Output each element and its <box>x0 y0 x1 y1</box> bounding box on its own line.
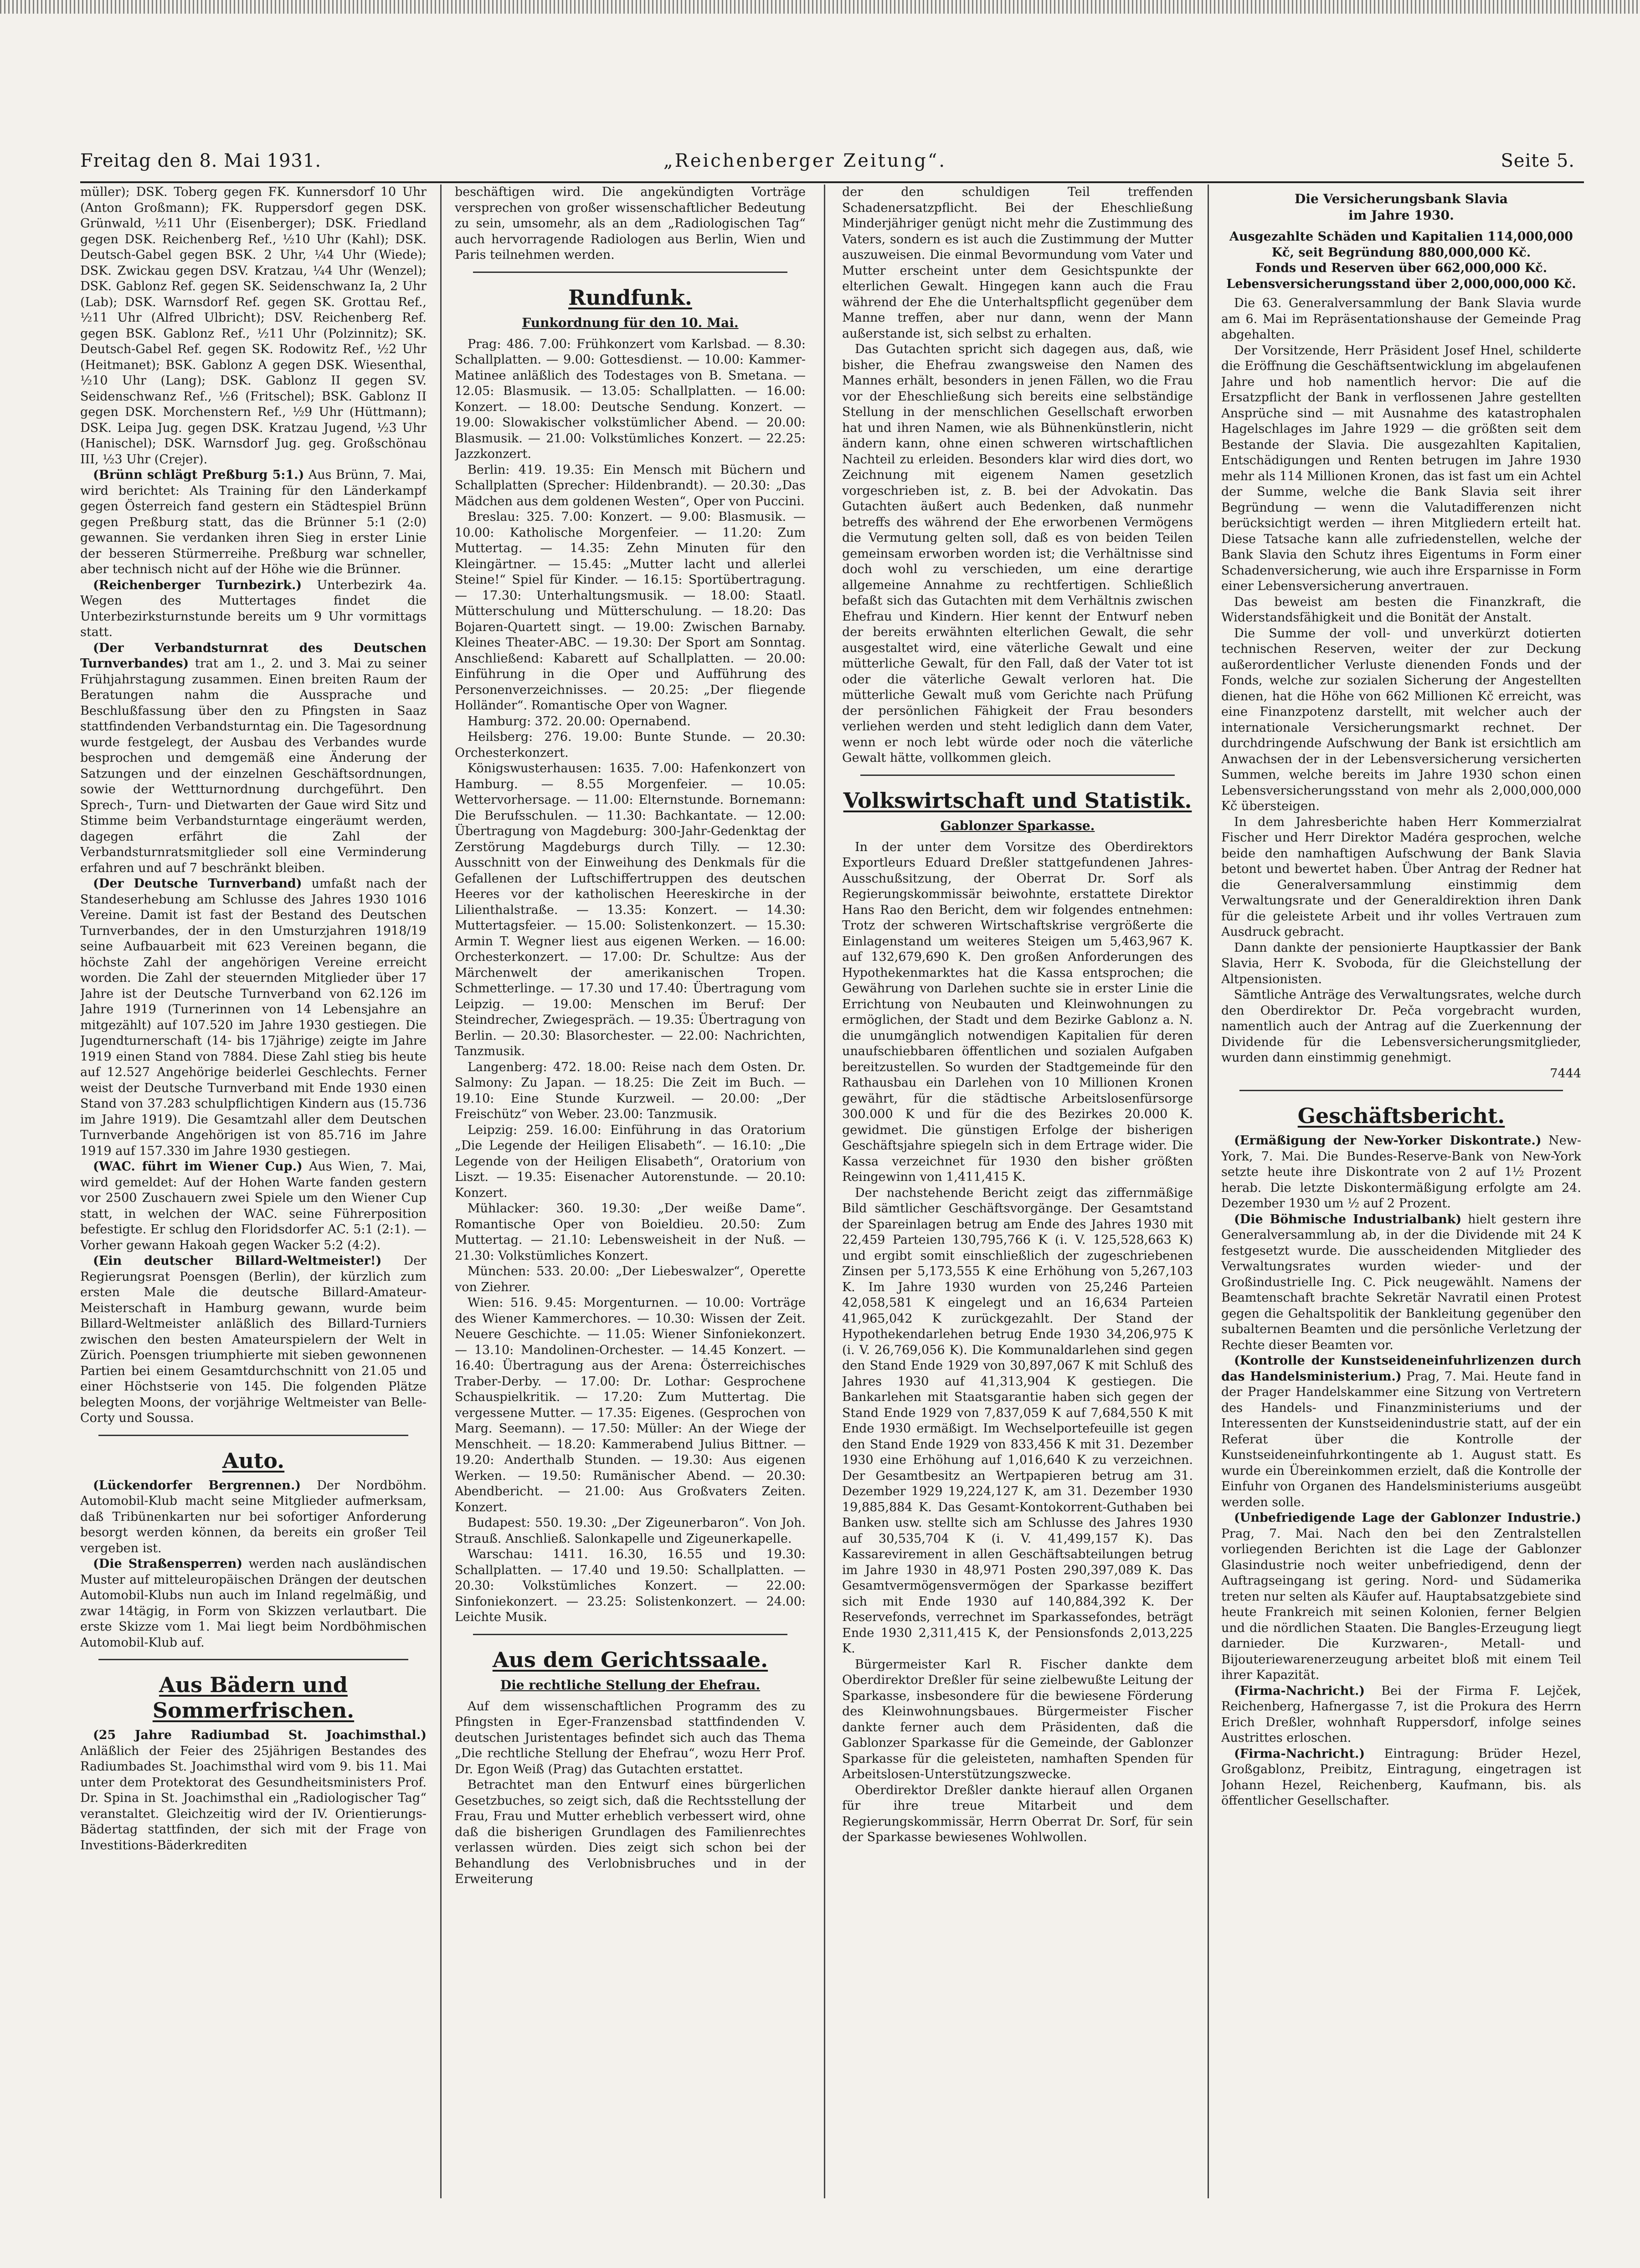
page-header <box>80 150 1575 178</box>
article-lead: (Ermäßigung der New-Yorker Diskontrate.) <box>1234 1134 1542 1148</box>
section-title-auto: Auto. <box>222 1448 285 1473</box>
article-continuation: beschäftigen wird. Die angekündigten Vorträge versprechen von großer wissenschaftlicher Bedeutung zu sein, umsomehr, als an dem „Radiologischen Tag“ auch hervorragende Radiologen aus Berlin, Wien und Paris teilnehmen werden. <box>455 185 806 262</box>
slavia-title-line1: Die Versicherungsbank Slavia <box>1295 191 1508 206</box>
column-rule <box>440 185 442 2198</box>
article-body: New-York, 7. Mai. Die Bundes-Reserve-Bank von New-York setzte heute ihre Diskontrate von 2 auf 1½ Prozent herab. Die letzte Diskontermäßigung erfolgte am 24. Dezember 1930 um ½ auf 2 Prozent. <box>1221 1134 1581 1211</box>
subtitle-funkordnung: Funkordnung für den 10. Mai. <box>522 315 739 330</box>
subtitle-ehefrau: Die rechtliche Stellung der Ehefrau. <box>500 1677 761 1693</box>
article-lead: (Reichenberger Turnbezirk.) <box>93 578 302 592</box>
section-title-rundfunk: Rundfunk. <box>568 285 692 310</box>
article-bergrennen <box>80 1478 427 1557</box>
article-body: Anläßlich der Feier des 25jährigen Bestandes des Radiumbades St. Joachimsthal wird vom 9. bis 11. Mai unter dem Protektorat des Gesundheitsministers Prof. Dr. Spina in St. Joachimsthal ein „Radiologischer Tag“ veranstaltet. Gleichzeitig wird der IV. Orientierungs-Bädertag stattfinden, der sich mit der Frage von Investitions-Bäderkrediten <box>80 1744 427 1852</box>
radio-langenberg: Langenberg: 472. 18.00: Reise nach dem Osten. Dr. Salmony: Zu Japan. — 18.25: Die Zeit im Buch. — 19.10: Eine Stunde Kurzweil. — 20.00: „Der Freischütz“ von Weber. 23.00: Tanzmusik. <box>455 1060 806 1121</box>
article-firma-1 <box>1221 1683 1581 1746</box>
article-sparkasse-schluss: Oberdirektor Dreßler dankte hierauf allen Organen für ihre treue Mitarbeit und dem Regierungskommissär, Herrn Oberrat Dr. Sorf, für sein der Sparkasse bewiesenes Wohlwollen. <box>842 1783 1193 1844</box>
article-body: trat am 1., 2. und 3. Mai zu seiner Frühjahrstagung zusammen. Einen breiten Raum der Beratungen nahm die Aussprache und Beschlußfassung über den zu Pfingsten in Saaz stattfindenden Verbandsturntag ein. Die Tagesordnung wurde festgelegt, der Ausbau des Verbandes wurde besprochen und demgemäß eine Änderung der Satzungen und der einzelnen Geschäftsordnungen, sowie der Wettturnordnung durchgeführt. Den Sprech-, Turn- und Dietwarten der Gaue wird Sitz und Stimme beim Verbandsturntage eingeräumt werden, dagegen erfährt die Zahl der Verbandsturnratsmitglieder soll eine Verminderung erfahren und auf 7 beschränkt bleiben. <box>80 657 427 875</box>
ad-code: 7444 <box>1550 1066 1581 1081</box>
article-juristentag: Auf dem wissenschaftlichen Programm des zu Pfingsten in Eger-Franzensbad stattfindenden V. deutschen Juristentages befindet sich auch das Thema „Die rechtliche Stellung der Ehefrau“, wozu Herr Prof. Dr. Egon Weiß (Prag) das Gutachten erstattet. <box>455 1699 806 1776</box>
article-wac <box>80 1159 427 1253</box>
article-lead: (Unbefriedigende Lage der Gablonzer Industrie.) <box>1234 1511 1581 1525</box>
article-radiumbad <box>80 1728 427 1853</box>
article-lead: (25 Jahre Radiumbad St. Joachimsthal.) <box>93 1728 427 1742</box>
slavia-para: Dann dankte der pensionierte Hauptkassier der Bank Slavia, Herr K. Svoboda, für die Gleichstellung der Altpensionisten. <box>1221 940 1581 986</box>
section-title-volkswirtschaft: Volkswirtschaft und Statistik. <box>843 788 1192 813</box>
article-diskontrate <box>1221 1133 1581 1212</box>
section-title-geschaeftsbericht: Geschäftsbericht. <box>1297 1103 1505 1128</box>
radio-muehlacker: Mühlacker: 360. 19.30: „Der weiße Dame“. Romantische Oper von Boieldieu. 20.50: Zum Muttertag. — 21.10: Lebensweisheit in der Nuß. — 21.30: Volkstümliches Konzert. <box>455 1201 806 1263</box>
article-body: Aus Wien, 7. Mai, wird gemeldet: Auf der Hohen Warte fanden gestern vor 2500 Zuschauern zwei Spiele um den Wiener Cup statt, in welchen der WAC. seine Führerposition befestigte. Er schlug den Floridsdorfer AC. 5:1 (2:1). — Vorher gewann Hakoah gegen Wacker 5:2 (4:2). <box>80 1160 427 1252</box>
article-lead: (Firma-Nachricht.) <box>1234 1683 1365 1698</box>
article-gablonzer-industrie <box>1221 1510 1581 1683</box>
article-lead: (Die Straßensperren) <box>93 1557 243 1571</box>
article-turnverband <box>80 876 427 1159</box>
article-sparkasse-figures: Der nachstehende Bericht zeigt das ziffernmäßige Bild sämtlicher Geschäftsvorgänge. Der Gesamtstand der Spareinlagen betrug am Ende des Jahres 1930 mit 22,459 Parteien 130,795,766 K (i. V. 125,528,663 K) und ergibt somit einschließlich der zugeschriebenen Zinsen per 5,173,555 K eine Erhöhung von 5,267,103 K. Im Jahre 1930 wurden von 25,246 Parteien 42,058,581 K eingelegt und an 16,634 Parteien 41,965,042 K zurückgezahlt. Der Stand der Hypothekendarlehen betrug Ende 1930 34,206,975 K (i. V. 26,769,056 K). Die Kommunaldarlehen sind gegen den Stand Ende 1929 von 30,897,067 K mit Schluß des Jahres 1930 auf 41,313,904 K gestiegen. Die Bankarlehen mit Staatsgarantie haben sich gegen der Stand Ende 1929 von 7,837,059 K auf 7,684,550 K mit Ende 1930 ermäßigt. Im Wechselportefeuille ist gegen den Stand Ende 1929 von 833,456 K mit 31. Dezember 1930 eine Erhöhung auf 1,016,640 K zu verzeichnen. Der Gesamtbesitz an Wertpapieren betrug am 31. Dezember 1929 19,224,127 K, am 31. Dezember 1930 19,885,884 K. Das Gesamt-Kontokorrent-Guthaben bei Banken usw. stellte sich am Schlusse des Jahres 1930 auf 30,535,704 K (i. V. 41,499,157 K). Das Kassarevirement in allen Geschäftsabteilungen betrug im Jahre 1930 in 48,971 Posten 290,397,089 K. Das Gesamtvermögensvermögen der Sparkasse beziffert sich mit Ende 1930 auf 140,884,392 K. Der Reservefonds, verrechnet im Sparkassefondes, beträgt Ende 1930 2,311,415 K, der Pensionsfonds 2,013,225 K. <box>842 1185 1193 1656</box>
article-body: Der Regierungsrat Poensgen (Berlin), der kürzlich zum ersten Male die deutsche Billard-Amateur-Meisterschaft in Hamburg gewann, wurde beim Billard-Weltmeister anläßlich des Billard-Turniers zwischen den besten Amateurspielern der Welt in Zürich. Poensgen triumphierte mit sieben gewonnenen Partien bei einem Gesamtdurchschnitt von 21.05 und einer Höchstserie von 145. Die folgenden Plätze belegten Moons, der vorjährige Weltmeister van Belle-Corty und Soussa. <box>80 1254 427 1425</box>
radio-wien: Wien: 516. 9.45: Morgenturnen. — 10.00: Vorträge des Wiener Kammerchores. — 10.30: Wissen der Zeit. Neuere Geschichte. — 11.05: Wiener Sinfoniekonzert. — 13.10: Mandolinen-Orchester. — 14.45 Konzert. — 16.40: Übertragung aus der Arena: Österreichisches Traber-Derby. — 17.00: Dr. Lothar: Gesprochene Schauspielkritik. — 17.20: Zum Muttertag. Die vergessene Mutter. — 17.35: Eigenes. (Gesprochen von Marg. Seemann). — 17.50: Müller: An der Wiege der Menschheit. — 18.20: Kammerabend Julius Bittner. — 19.20: Anderthalb Stunden. — 19.30: Aus eigenen Werken. — 19.50: Rumänischer Abend. — 20.30: Abendbericht. — 21.00: Aus Großvaters Zeiten. Konzert. <box>455 1296 806 1514</box>
article-body: Aus Brünn, 7. Mai, wird berichtet: Als Training für den Länderkampf gegen Österreich fand gestern ein Städtespiel Brünn gegen Preßburg statt, das die Brünner 5:1 (2:0) gewannen. Sie verdanken ihren Sieg in erster Linie der besseren Stürmerreihe. Preßburg war schneller, aber technisch nicht auf der Höhe wie die Brünner. <box>80 468 427 576</box>
article-lead: (Firma-Nachricht.) <box>1234 1746 1365 1761</box>
radio-berlin: Berlin: 419. 19.35: Ein Mensch mit Büchern und Schallplatten (Sprecher: Hildenbrandt). — 20.30: „Das Mädchen aus dem goldenen Westen“, Oper von Puccini. <box>455 462 806 508</box>
slavia-para: Das beweist am besten die Finanzkraft, die Widerstandsfähigkeit und die Bonität der Anstalt. <box>1221 595 1581 625</box>
article-lead: (Ein deutscher Billard-Weltmeister!) <box>93 1254 382 1268</box>
article-lead: (Die Böhmische Industrialbank) <box>1234 1212 1462 1226</box>
header-rule <box>80 181 1584 183</box>
article-lead: (Lückendorfer Bergrennen.) <box>93 1478 301 1493</box>
article-industrialbank <box>1221 1212 1581 1354</box>
article-body: umfaßt nach der Standeserhebung am Schlusse des Jahres 1930 1016 Vereine. Damit ist fast der Bestand des Deutschen Turnverbandes, der in den Umsturzjahren 1918/19 seine Aufbauarbeit mit 623 Vereinen begann, die höchste Zahl der angehörigen Vereine erreicht worden. Die Zahl der steuernden Mitglieder über 17 Jahre ist der Deutsche Turnverband von 62.126 im Jahre 1919 (Turnerinnen von 14 Lebensjahre an mitgezählt) auf 107.520 im Jahre 1930 gestiegen. Die Jugendturnerschaft (14- bis 17jährige) zeigte im Jahre 1919 einen Stand von 7884. Diese Zahl stieg bis heute auf 12.527 Angehörige beiderlei Geschlechts. Ferner weist der Deutsche Turnverband mit Ende 1930 einen Stand von 37.283 schulpflichtigen Kindern aus (15.736 im Jahre 1919). Die Gesamtzahl aller dem Deutschen Turnverbande Angehörigen ist von 85.716 im Jahre 1919 auf 157.330 im Jahre 1930 gestiegen. <box>80 877 427 1158</box>
radio-hamburg: Hamburg: 372. 20.00: Opernabend. <box>468 714 691 729</box>
article-turnbezirk <box>80 578 427 641</box>
article-lead: (WAC. führt im Wiener Cup.) <box>93 1160 303 1174</box>
section-divider <box>98 1435 408 1436</box>
perforation-edge <box>0 0 1640 14</box>
slavia-highlight-2: Fonds und Reserven über 662,000,000 Kč. <box>1255 261 1547 275</box>
slavia-highlight-1: Ausgezahlte Schäden und Kapitalien 114,000,000 Kč, seit Begründung 880,000,000 Kč. <box>1229 230 1573 260</box>
article-sparkasse-dank: Bürgermeister Karl R. Fischer dankte dem Oberdirektor Dreßler für seine zielbewußte Leitung der Sparkasse, insbesondere für die bewiesene Förderung des Kleinwohnungsbaues. Bürgermeister Fischer dankte ferner auch dem Präsidenten, daß die Gablonzer Sparkasse für die Gemeinde, der Gablonzer Sparkasse für die geleisteten, namhaften Spenden für Arbeitslosen-Unterstützungszwecke. <box>842 1657 1193 1781</box>
slavia-highlight-3: Lebensversicherungsstand über 2,000,000,000 Kč. <box>1226 277 1576 291</box>
article-bruenn <box>80 467 427 578</box>
slavia-title-line2: im Jahre 1930. <box>1348 208 1454 223</box>
slavia-para: In dem Jahresberichte haben Herr Kommerzialrat Fischer und Herr Direktor Madéra gesprochen, welche beide den namhaftigen Aufschwung der Bank Slavia betont und bewertet haben. Über Antrag der Redner hat die Generalversammlung einstimmig dem Verwaltungsrate und der Generaldirektion ihren Dank für die geleistete Arbeit und ihr volles Vertrauen zum Ausdruck gebracht. <box>1221 815 1581 939</box>
sport-results: müller); DSK. Toberg gegen FK. Kunnersdorf 10 Uhr (Anton Großmann); FK. Ruppersdorf gegen DSK. Grünwald, ½11 Uhr (Eisenberger); DSK. Friedland gegen DSK. Reichenberg Ref., ½10 Uhr (Kahl); DSK. Deutsch-Gabel gegen BSK. 2 Uhr, ¼4 Uhr (Wiede); DSK. Zwickau gegen DSV. Kratzau, ¼4 Uhr (Wenzel); DSK. Gablonz Ref. gegen SK. Seidenschwanz Ia, 2 Uhr (Lab); DSK. Warnsdorf Ref. gegen SK. Grottau Ref., ½11 Uhr (Alfred Ulbricht); DSV. Reichenberg Ref. gegen BSK. Gablonz Ref., ½11 Uhr (Polzinnitz); SK. Deutsch-Gabel Ref. gegen SK. Rodowitz Ref., ½2 Uhr (Heitmanet); BSK. Gablonz A gegen DSK. Wiesenthal, ½10 Uhr (Lang); DSK. Gablonz II gegen SV. Seidenschwanz Ref., ½6 (Fritschel); BSK. Gablonz II gegen DSK. Morchenstern Ref., ½9 Uhr (Hüttmann); DSK. Leipa Jug. gegen DSK. Kratzau Jugend, ½3 Uhr (Hanischel); DSK. Warnsdorf Jug. geg. Großschönau III, ½3 Uhr (Crejer). <box>80 185 427 467</box>
radio-leipzig: Leipzig: 259. 16.00: Einführung in das Oratorium „Die Legende der Heiligen Elisabeth“. — 16.10: „Die Legende von der Heiligen Elisabeth“, Oratorium von Liszt. — 19.35: Eisenacher Autorenstunde. — 20.10: Konzert. <box>455 1123 806 1200</box>
radio-koenigswusterhausen: Königswusterhausen: 1635. 7.00: Hafenkonzert von Hamburg. — 8.55 Morgenfeier. — 10.05: Wettervorhersage. — 11.00: Elternstunde. Bornemann: Die Berufsschulen. — 11.30: Bachkantate. — 12.00: Übertragung von Magdeburg: 300-Jahr-Gedenktag der Zerstörung Magdeburgs durch Tilly. — 12.30: Ausschnitt von der Einweihung des Denkmals für die Gefallenen der Luftschiffertruppen des deutschen Heeres vor der katholischen Heereskirche in der Lilienthalstraße. — 13.35: Konzert. — 14.30: Muttertagsfeier. — 15.00: Solistenkonzert. — 15.30: Armin T. Wegner liest aus eigenen Werken. — 16.00: Orchesterkonzert. — 17.00: Dr. Schultze: Aus der Märchenwelt der amerikanischen Tropen. Schmetterlinge. — 17.30 und 17.40: Übertragung vom Leipzig. — 19.00: Menschen im Beruf: Der Steindrecher, Zwiegespräch. — 19.35: Übertragung von Berlin. — 20.30: Blasorchester. — 22.00: Nachrichten, Tanzmusik. <box>455 761 806 1058</box>
article-lead: (Brünn schlägt Preßburg 5:1.) <box>93 468 304 482</box>
article-lead: (Der Deutsche Turnverband) <box>93 877 302 891</box>
section-divider <box>1239 1090 1563 1091</box>
article-kunstseide <box>1221 1353 1581 1510</box>
column-2 <box>455 185 806 2235</box>
article-body: Bei der Firma F. Lejček, Reichenberg, Hafnergasse 7, ist die Prokura des Herrn Erich Dreßler, wohnhaft Ruppersdorf, infolge seines Austrittes erloschen. <box>1221 1683 1581 1745</box>
article-lead: (Der Verbandsturnrat des Deutschen Turnverbandes) <box>80 641 427 671</box>
header-date: Freitag den 8. Mai 1931. <box>80 150 322 171</box>
header-masthead: „Reichenberger Zeitung“. <box>663 150 947 171</box>
article-body: Prag, 7. Mai. Heute fand in der Prager Handelskammer eine Sitzung von Vertretern des Handels- und Finanzministeriums und der Interessenten der Kunstseidenindustrie statt, auf der ein Referat über die Kontrolle der Kunstseideneinfuhrkontingente ab 1. August statt. Es wurde ein Übereinkommen erzielt, daß die Kontrolle der Einfuhr von Organen des Handelsministeriums ausgeübt werden solle. <box>1221 1369 1581 1509</box>
article-billard <box>80 1253 427 1426</box>
article-verbandsturnrat <box>80 641 427 877</box>
slavia-para: Die 63. Generalversammlung der Bank Slavia wurde am 6. Mai im Repräsentationshause der Gemeinde Prag abgehalten. <box>1221 296 1581 342</box>
article-continuation: der den schuldigen Teil treffenden Schadenersatzpflicht. Bei der Eheschließung Minderjähriger genügt nicht mehr die Zustimmung des Vaters, sondern es ist auch die Zustimmung der Mutter auszuweisen. Die einmal Bevormundung vom Vater und Mutter erscheint unter dem Gesichtspunkte der elterlichen Gewalt. Hingegen kann auch die Frau während der Ehe die Unterhaltspflicht gegenüber dem Manne treffen, aber nur dann, wenn der Mann außerstande ist, sich selbst zu erhalten. <box>842 185 1193 341</box>
section-title-gericht: Aus dem Gerichtssaale. <box>492 1647 768 1672</box>
article-body: Eintragung: Brüder Hezel, Großgablonz, Preibitz, Eintragung, eingetragen ist Johann Hezel, Reichenberg, Kaufmann, bis. als öffentlicher Gesellschafter. <box>1221 1746 1581 1808</box>
slavia-para: Die Summe der voll- und unverkürzt dotierten technischen Reserven, weiter der zur Deckung außerordentlicher Verluste dienenden Fonds und der Fonds, welche zur sozialen Sicherung der Angestellten dienen, hat die Höhe von 662 Millionen Kč erreicht, was eine Finanzpotenz darstellt, mit welcher auch der internationale Versicherungsmarkt rechnet. Der durchdringende Aufschwung der Bank ist ersichtlich am Anwachsen der in der Lebensversicherung versicherten Summen, welche bereits im Jahre 1930 schon einen Lebensversicherungsstand von mehr als 2,000,000,000 Kč übersteigen. <box>1221 626 1581 813</box>
section-divider <box>860 775 1175 776</box>
radio-budapest: Budapest: 550. 19.30: „Der Zigeunerbaron“. Von Joh. Strauß. Anschließ. Salonkapelle und Zigeunerkapelle. <box>455 1516 806 1546</box>
article-rechtsstellung: Betrachtet man den Entwurf eines bürgerlichen Gesetzbuches, so zeigt sich, daß die Rechtsstellung der Frau, Frau und Mutter erheblich verbessert wird, ohne daß die bisherigen Grundlagen des Familienrechtes verlassen würden. Dies zeigt sich schon bei der Behandlung des Verlobnisbruches und in der Erweiterung <box>455 1778 806 1886</box>
article-gutachten: Das Gutachten spricht sich dagegen aus, daß, wie bisher, die Ehefrau zwangsweise den Namen des Mannes erhält, besonders in jenen Fällen, wo die Frau vor der Eheschließung sich bereits eine selbständige Stellung in der menschlichen Gesellschaft erworben hat und ihren Namen, wie als Bühnenkünstlerin, nicht ändern kann, ohne einen schweren wirtschaftlichen Nachteil zu erleiden. Besonders klar wird dies dort, wo Zeichnung mit eigenem Namen gesetzlich vorgeschrieben ist, z. B. bei der Advokatin. Das Gutachten äußert auch Bedenken, daß nunmehr betreffs des während der Ehe erworbenen Vermögens die Vermutung gelten soll, daß es von beiden Teilen gemeinsam erworben worden ist; die Verhältnisse sind doch wohl zu verschieden, um eine derartige allgemeine Annahme zu rechtfertigen. Schließlich befaßt sich das Gutachten mit dem Verhältnis zwischen Ehefrau und Kindern. Hier kennt der Entwurf neben der bereits erwähnten elterlichen Gewalt, die sehr ausgestaltet wird, eine väterliche Gewalt und eine mütterliche Gewalt, für den Fall, daß der Vater tot ist oder die väterliche Gewalt verloren hat. Die mütterliche Gewalt muß vom Gerichte nach Prüfung der persönlichen Fähigkeit der Frau besonders verliehen werden und steht lediglich dann dem Vater, wenn er noch lebt würde oder noch die väterliche Gewalt hätte, vollkommen gleich. <box>842 342 1193 765</box>
article-body: hielt gestern ihre Generalversammlung ab, in der die Dividende mit 24 K festgesetzt wurde. Die ausscheidenden Mitglieder des Verwaltungsrates wurden wieder- und der Großindustrielle Ing. C. Pick neugewählt. Namens der Beamtenschaft brachte Sekretär Navratil einen Protest gegen die Gehaltspolitik der Bankleitung gegenüber den subalternen Beamten und die persönliche Verletzung der Rechte dieser Beamten vor. <box>1221 1212 1581 1352</box>
subtitle-sparkasse: Gablonzer Sparkasse. <box>940 818 1095 833</box>
column-1 <box>80 185 427 2235</box>
column-rule <box>1208 185 1209 2198</box>
article-strassensperren <box>80 1556 427 1651</box>
article-lead: (Kontrolle der Kunstseideneinfuhrlizenzen durch das Handelsministerium.) <box>1221 1354 1581 1384</box>
slavia-para: Sämtliche Anträge des Verwaltungsrates, welche durch den Oberdirektor Dr. Peča vorgebracht wurden, namentlich auch der Antrag auf die Zuerkennung der Dividende für die Lebensversicherungsmitglieder, wurden dann einstimmig genehmigt. <box>1221 988 1581 1065</box>
header-page-number: Seite 5. <box>1501 150 1575 171</box>
section-divider <box>98 1659 408 1660</box>
article-body: werden nach ausländischen Muster auf mitteleuropäischen Drängen der deutschen Automobil-Klubs nun auch im Inland regelmäßig, und zwar 14tägig, in Form von Skizzen verlautbart. Die erste Skizze vom 1. Mai liegt beim Nordböhmischen Automobil-Klub auf. <box>80 1557 427 1650</box>
article-body: Unterbezirk 4a. Wegen des Muttertages findet die Unterbezirksturnstunde bereits um 9 Uhr vormittags statt. <box>80 578 427 639</box>
column-3 <box>842 185 1193 2235</box>
section-divider <box>473 1634 787 1635</box>
slavia-para: Der Vorsitzende, Herr Präsident Josef Hnel, schilderte die Eröffnung die Geschäftsentwicklung im abgelaufenen Jahre und hob namentlich hervor: Die auf die Ersatzpflicht der Bank in verflossenen Jahre gestellten Ansprüche sind — mit Ausnahme des katastrophalen Hagelschlages im Jahre 1929 — die größten seit dem Bestande der Slavia. Die ausgezahlten Kapitalien, Entschädigungen und Renten betrugen im Jahre 1930 mehr als 114 Millionen Kronen, das ist fast um ein Achtel der Summe, welche die Bank Slavia seit ihrer Begründung — wenn die Valutadifferenzen nicht berücksichtigt werden — ihren Mitgliedern erteilt hat. Diese Tatsache kann alle zufriedenstellen, welche der Bank Slavia den Schutz ihres Eigentums in Form einer Schadenversicherung, wie auch ihre Ersparnisse in Form einer Lebensversicherung anvertrauen. <box>1221 343 1581 593</box>
article-sparkasse-intro: In der unter dem Vorsitze des Oberdirektors Exportleurs Eduard Dreßler stattgefundenen Jahres-Ausschußsitzung, der Oberrat Dr. Sorf als Regierungskommissär beiwohnte, erstattete Direktor Hans Rao den Bericht, dem wir folgendes entnehmen: Trotz der schweren Wirtschaftskrise vergrößerte die Einlagenstand um weiteres Steigen um 5,463,967 K. auf 132,679,690 K. Den großen Anforderungen des Hypothekenmarktes hat die Kassa entsprochen; die Gewährung von Darlehen suchte sie in erster Linie die Errichtung von Neubauten und Kleinwohnungen zu ermöglichen, der Stadt und dem Bezirke Gablonz a. N. die unumgänglich notwendigen Kapitalien für deren unaufschiebbaren öffentlichen und sozialen Aufgaben bereitzustellen. So wurden der Stadtgemeinde für den Rathausbau ein Darlehen von 10 Millionen Kronen gewährt, für die städtische Arbeitslosenfürsorge 300.000 K und für die des Bezirkes 20.000 K. gewidmet. Die günstigen Erfolge der bisherigen Geschäftsjahre spiegeln sich in dem Ertrage wider. Die Kassa verzeichnet für 1930 den bisher größten Reingewinn von 1,411,415 K. <box>842 840 1193 1184</box>
article-firma-2 <box>1221 1746 1581 1809</box>
column-rule <box>824 185 825 2198</box>
radio-warschau: Warschau: 1411. 16.30, 16.55 und 19.30: Schallplatten. — 17.40 und 19.50: Schallplatten. — 20.30: Volkstümliches Konzert. — 22.00: Sinfoniekonzert. — 23.25: Solistenkonzert. — 24.00: Leichte Musik. <box>455 1547 806 1624</box>
section-divider <box>473 272 787 273</box>
column-4 <box>1221 185 1581 2235</box>
section-title-baeder: Aus Bädern und Sommerfrischen. <box>152 1673 355 1723</box>
radio-heilsberg: Heilsberg: 276. 19.00: Bunte Stunde. — 20.30: Orchesterkonzert. <box>455 730 806 760</box>
radio-muenchen: München: 533. 20.00: „Der Liebeswalzer“, Operette von Ziehrer. <box>455 1264 806 1294</box>
article-body: Prag, 7. Mai. Nach den bei den Zentralstellen vorliegenden Berichten ist die Lage der Gablonzer Glasindustrie noch weiter unbefriedigend, denn der Auftragseingang ist gering. Nord- und Südamerika treten nur selten als Käufer auf. Hauptabsatzgebiete sind heute Frankreich mit seinen Kolonien, ferner Belgien und die nördlichen Staaten. Die Bangles-Erzeugung liegt darnieder. Die Kurzwaren-, Metall- und Bijouteriewarenerzeugung arbeitet bloß mit einem Teil ihrer Kapazität. <box>1221 1526 1581 1682</box>
radio-prag: Prag: 486. 7.00: Frühkonzert vom Karlsbad. — 8.30: Schallplatten. — 9.00: Gottesdienst. — 10.00: Kammer-Matinee anläßlich des Todestages von B. Smetana. — 12.05: Blasmusik. — 13.05: Schallplatten. — 16.00: Konzert. — 18.00: Deutsche Sendung. Konzert. — 19.00: Slowakischer volkstümlicher Abend. — 20.00: Blasmusik. — 21.00: Volkstümliches Konzert. — 22.25: Jazzkonzert. <box>455 337 806 461</box>
radio-breslau: Breslau: 325. 7.00: Konzert. — 9.00: Blasmusik. — 10.00: Katholische Morgenfeier. — 11.20: Zum Muttertag. — 14.35: Zehn Minuten für den Kleingärtner. — 15.45: „Mutter lacht und allerlei Steine!“ Spiel für Kinder. — 16.15: Sportübertragung. — 17.30: Unterhaltungsmusik. — 18.00: Staatl. Mütterschulung und Mütterschulung. — 18.20: Das Bojaren-Quartett singt. — 19.00: Zwischen Barnaby. Kleines Theater-ABC. — 19.30: Der Sport am Sonntag. Anschließend: Kabarett auf Schallplatten. — 20.00: Einführung in die Oper und Aufführung des Personenverzeichnisses. — 20.25: „Der fliegende Holländer“. Romantische Oper von Wagner. <box>455 510 806 713</box>
article-body: Der Nordböhm. Automobil-Klub macht seine Mitglieder aufmerksam, daß Tribünenkarten nur bei sofortiger Anforderung besorgt werden können, da bereits ein großer Teil vergeben ist. <box>80 1478 427 1555</box>
